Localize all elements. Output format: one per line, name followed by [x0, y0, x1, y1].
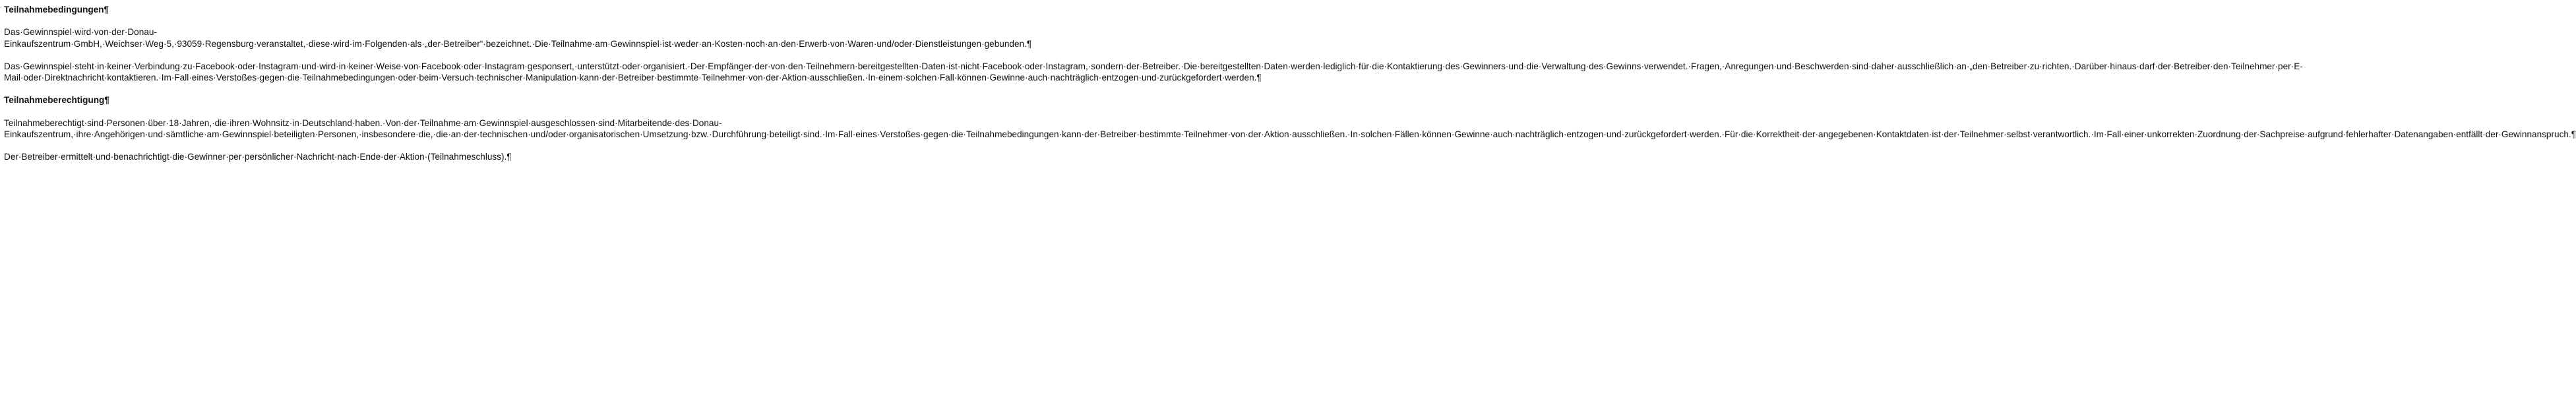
section-heading-teilnahmeberechtigung: Teilnahmeberechtigung¶ — [4, 95, 109, 106]
paragraph-plattform-hinweis: Das·Gewinnspiel·steht·in·keiner·Verbindung·zu·Facebook·oder·Instagram·und·wird·in·keiner·Weise·von·Facebook·oder·Instagram·gesponsert,·unterstützt·oder·organisiert.·Der·Empfänger·der·von·den·Teilnehmern·bereitgestellten·Daten·ist·nicht·Facebook·oder·Instagram,·sondern·der·Betreiber.·Die·bereitgestellten·Daten·werden·lediglich·für·die·Kontaktierung·des·Gewinners·und·die·Verwaltung·des·Gewinns·verwendet.·Fragen,·Anregungen·und·Beschwerden·sind·daher·ausschließlich·an·„den·Betreiber·zu·richten.·Darüber·hinaus·darf·der·Betreiber·den·Teilnehmer·per·E-Mail·oder·Direktnachricht·kontaktieren.·Im·Fall·eines·Verstoßes·gegen·die·Teilnahmebedingungen·oder·beim·Versuch·technischer·Manipulation·kann·der·Betreiber·bestimmte·Teilnehmer·von·der·Aktion·ausschließen.·In·einem·solchen·Fall·können·Gewinne·auch·nachträglich·entzogen·und·zurückgefordert·werden.¶ — [4, 61, 2303, 83]
section-heading-teilnahmebedingungen: Teilnahmebedingungen¶ — [4, 5, 109, 15]
paragraph-veranstalter: Das·Gewinnspiel·wird·von·der·Donau-Einkaufszentrum·GmbH,·Weichser·Weg·5,·93059·Regensburg·veranstaltet,·diese·wird·im·Folgenden·als·„der·Betreiber“·bezeichnet.·Die·Teilnahme·am·Gewinnspiel·ist·weder·an·Kosten·noch·an·den·Erwerb·von·Waren·und/oder·Dienstleistungen·gebunden.¶ — [4, 27, 1032, 49]
document-page — [4, 4, 2576, 163]
paragraph-berechtigung: Teilnahmeberechtigt·sind·Personen·über·18·Jahren,·die·ihren·Wohnsitz·in·Deutschland·haben.·Von·der·Teilnahme·am·Gewinnspiel·ausgeschlossen·sind·Mitarbeitende·des·Donau-Einkaufszentrum,·ihre·Angehörigen·und·sämtliche·am·Gewinnspiel·beteiligten·Personen,·insbesondere·die,·die·an·der·technischen·und/oder·organisatorischen·Umsetzung·bzw.·Durchführung·beteiligt·sind.·Im·Fall·eines·Verstoßes·gegen·die·Teilnahmebedingungen·kann·der·Betreiber·bestimmte·Teilnehmer·von·der·Aktion·ausschließen.·In·solchen·Fällen·können·Gewinne·auch·nachträglich·entzogen·und·zurückgefordert·werden.·Für·die·Korrektheit·der·angegebenen·Kontaktdaten·ist·der·Teilnehmer·selbst·verantwortlich.·Im·Fall·einer·unkorrekten·Zuordnung·der·Sachpreise·aufgrund·fehlerhafter·Datenangaben·entfällt·der·Gewinnanspruch.¶ — [4, 117, 2576, 140]
paragraph-gewinnerermittlung: Der·Betreiber·ermittelt·und·benachrichtigt·die·Gewinner·per·persönlicher·Nachricht·nach·Ende·der·Aktion·(Teilnahmeschluss).¶ — [4, 152, 512, 162]
